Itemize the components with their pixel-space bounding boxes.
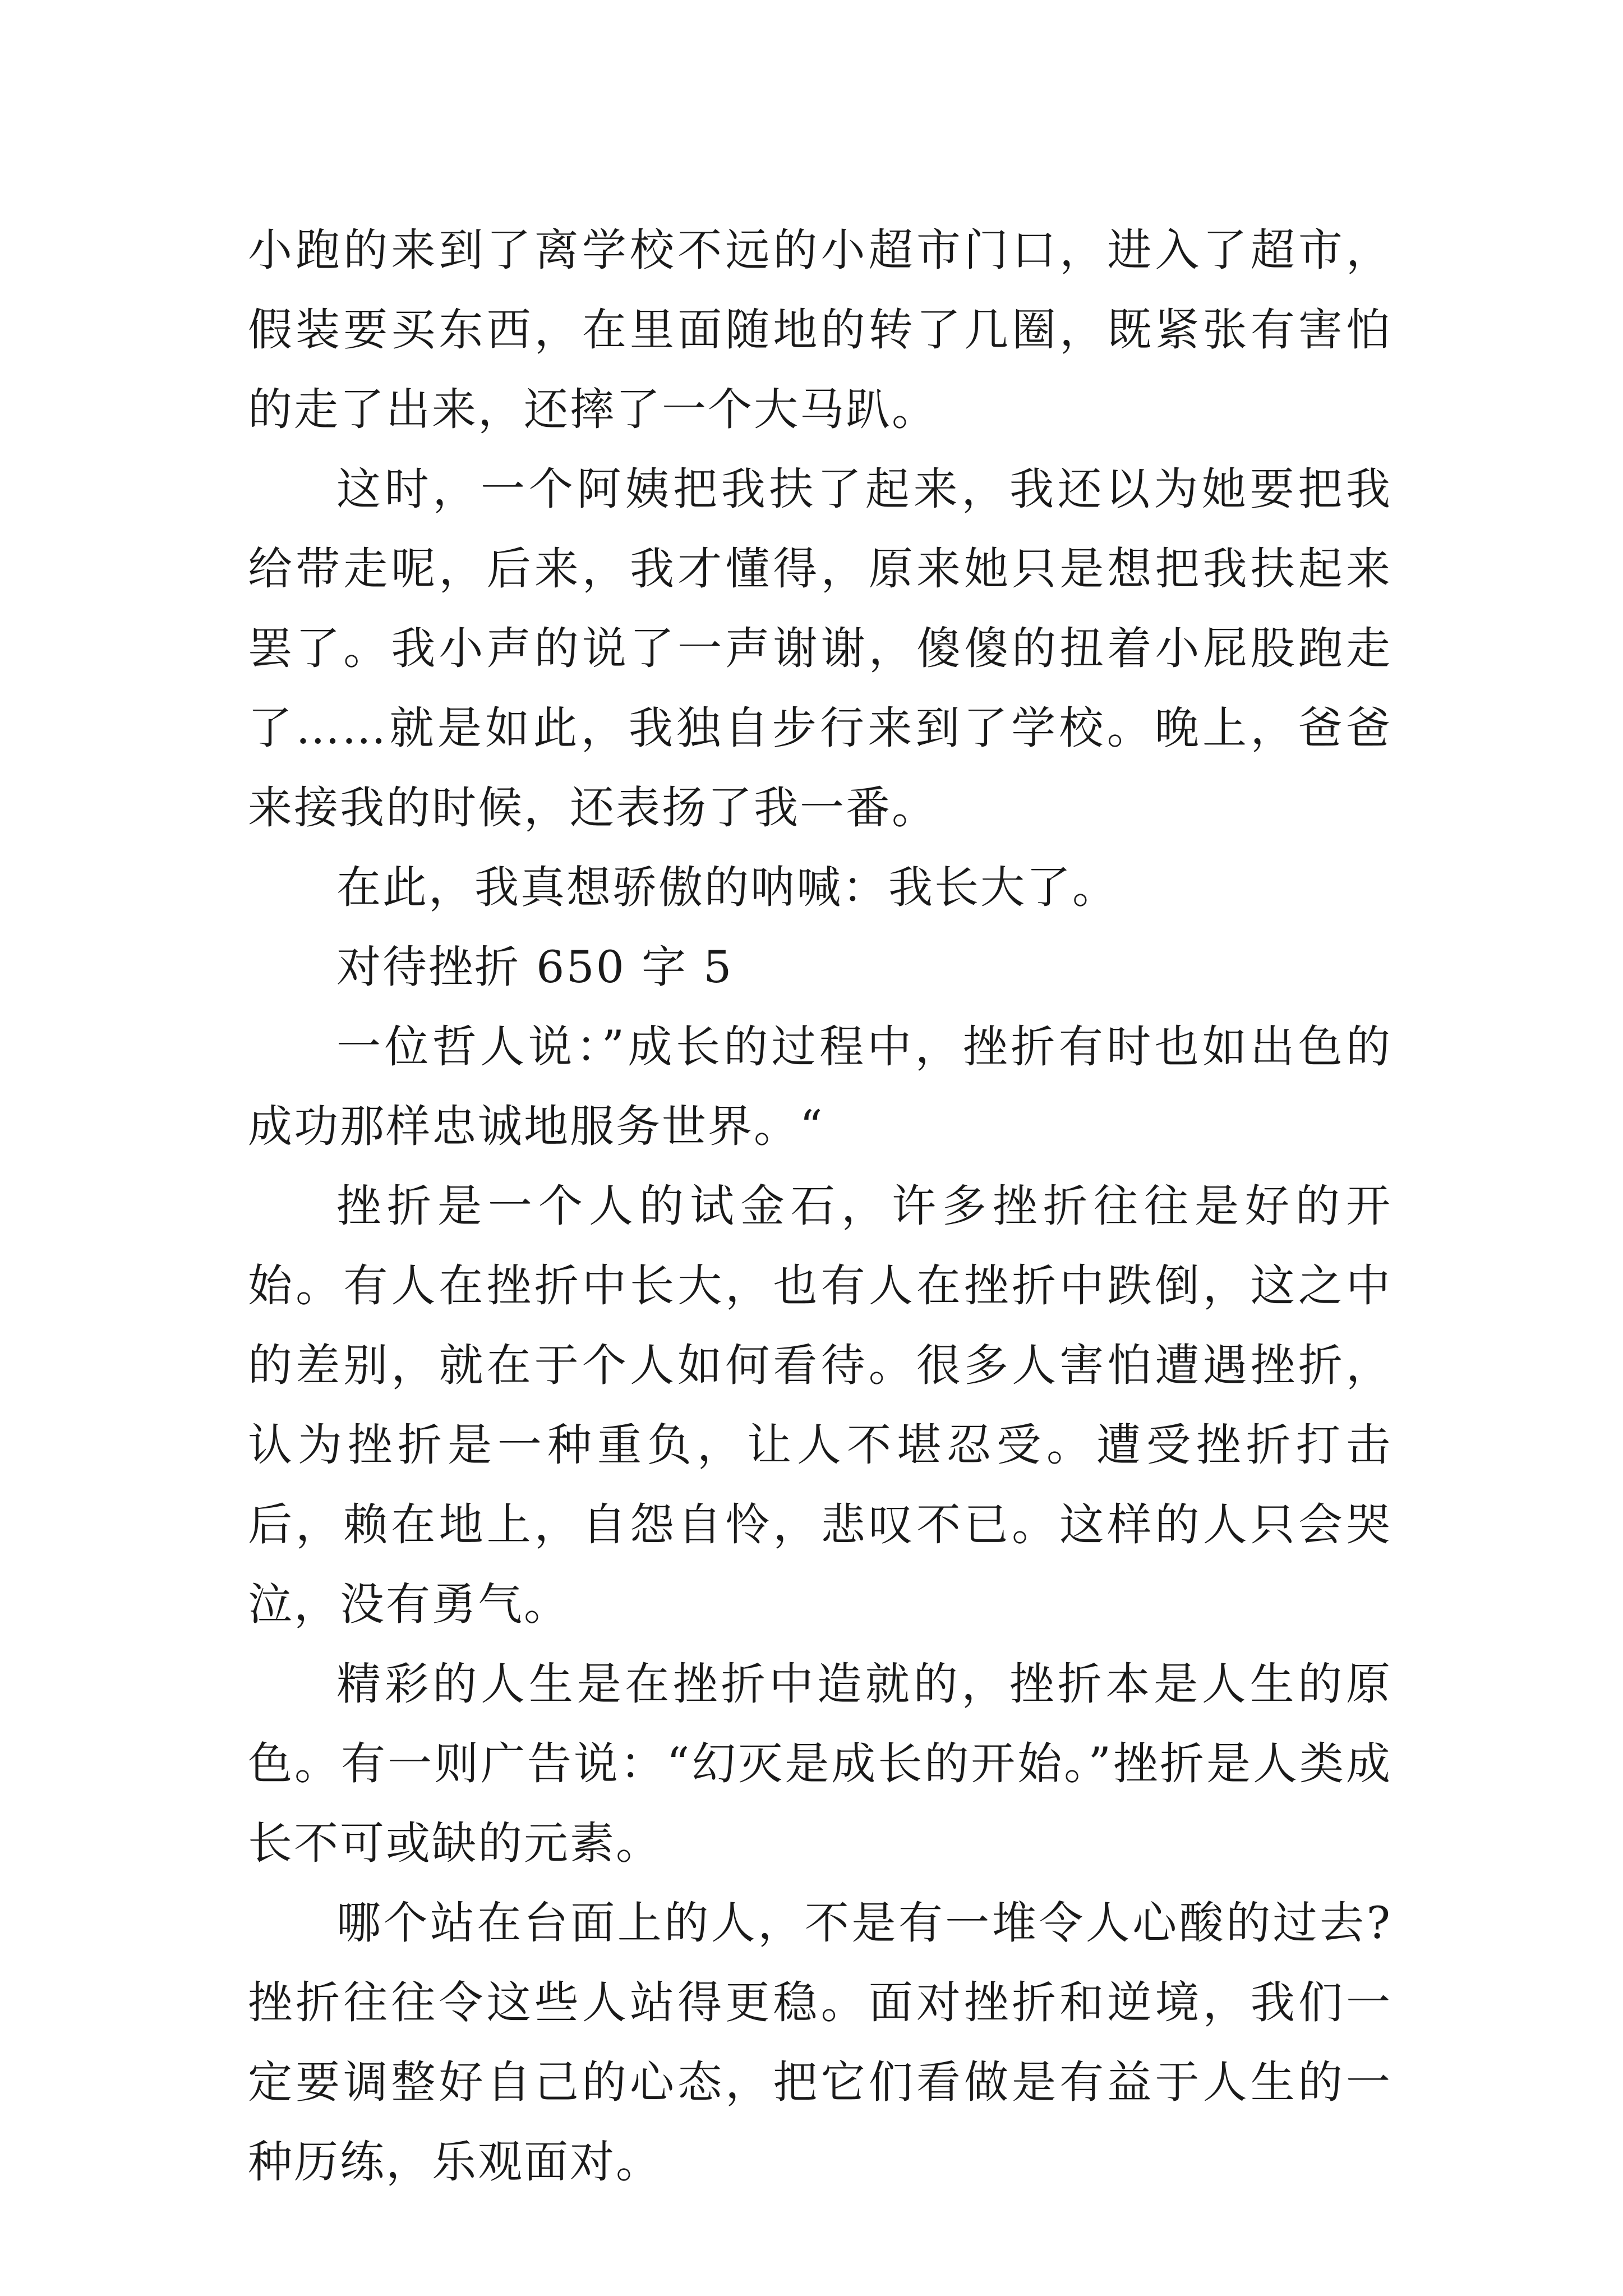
- paragraph-2: 这时，一个阿姨把我扶了起来，我还以为她要把我给带走呢，后来，我才懂得，原来她只是想把我扶起来罢了。我小声的说了一声谢谢，傻傻的扭着小屁股跑走了……就是如此，我独自步行来到了学校。晚上，爸爸来接我的时候，还表扬了我一番。: [248, 463, 1392, 834]
- paragraph-6: 精彩的人生是在挫折中造就的，挫折本是人生的原色。有一则广告说：“幻灭是成长的开始。”挫折是人类成长不可或缺的元素。: [248, 1658, 1392, 1869]
- section-heading: 对待挫折 650 字 5: [336, 941, 734, 993]
- paragraph-3: 在此，我真想骄傲的呐喊：我长大了。: [336, 862, 1118, 913]
- body-text: [248, 210, 1392, 2202]
- paragraph-1: 小跑的来到了离学校不远的小超市门口，进入了超市，假装要买东西，在里面随地的转了几圈，既紧张有害怕的走了出来，还摔了一个大马趴。: [248, 224, 1392, 435]
- paragraph-5: 挫折是一个人的试金石，许多挫折往往是好的开始。有人在挫折中长大，也有人在挫折中跌倒，这之中的差别，就在于个人如何看待。很多人害怕遭遇挫折，认为挫折是一种重负，让人不堪忍受。遭受挫折打击后，赖在地上，自怨自怜，悲叹不已。这样的人只会哭泣，没有勇气。: [248, 1180, 1392, 1630]
- paragraph-4: 一位哲人说：”成长的过程中，挫折有时也如出色的成功那样忠诚地服务世界。“: [248, 1021, 1392, 1152]
- paragraph-7: 哪个站在台面上的人，不是有一堆令人心酸的过去?挫折往往令这些人站得更稳。面对挫折和逆境，我们一定要调整好自己的心态，把它们看做是有益于人生的一种历练，乐观面对。: [248, 1897, 1392, 2188]
